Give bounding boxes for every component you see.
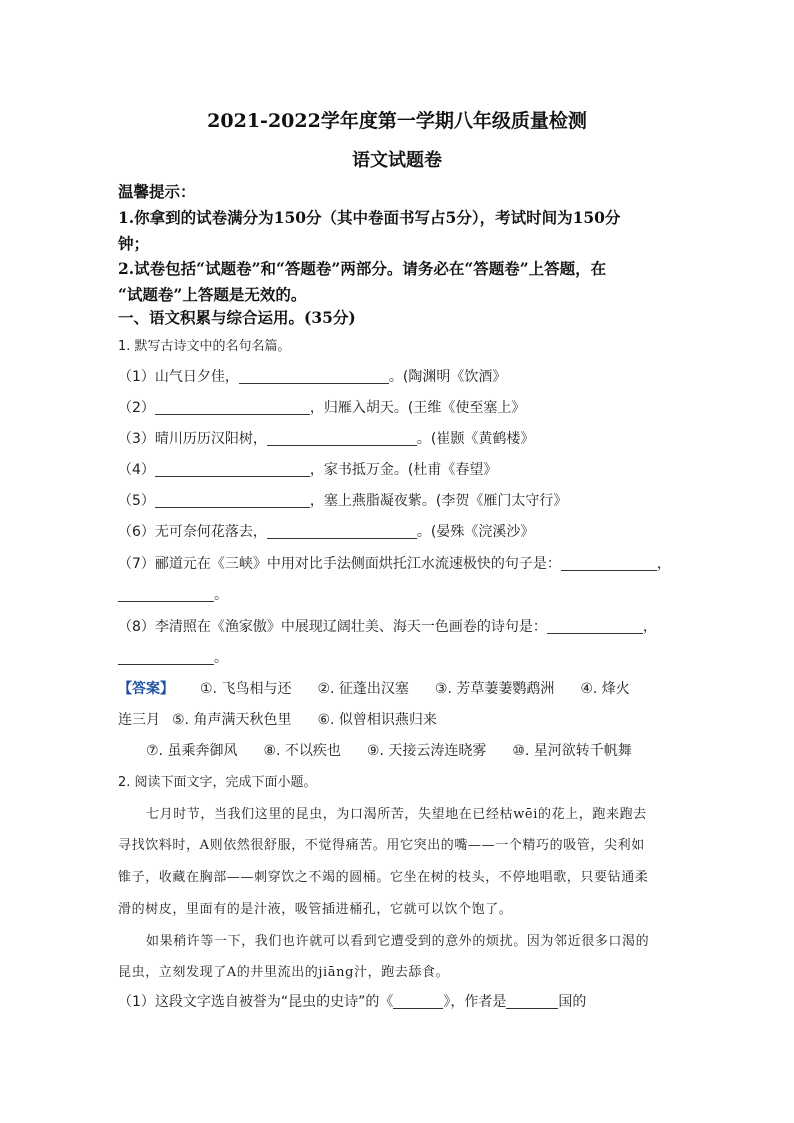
answer-4-part-1: ④. 烽火: [580, 681, 630, 697]
answer-blank[interactable]: [267, 524, 417, 539]
q1-item-8-line-2: 。: [118, 647, 228, 667]
answer-blank[interactable]: [155, 400, 310, 415]
tip-1-line-2: 钟；: [118, 234, 150, 253]
question-1-stem: 1. 默写古诗文中的名句名篇。: [118, 339, 291, 354]
answer-5: ⑤. 角声满天秋色里: [172, 712, 292, 728]
answer-tag: 【答案】: [118, 681, 174, 697]
q2-sub-1: （1）这段文字选自被誉为“昆虫的史诗”的《 》，作者是 国的: [118, 994, 587, 1010]
answer-line-3: [146, 740, 632, 760]
answer-6: ⑥. 似曾相识燕归来: [317, 712, 437, 728]
answer-7: ⑦. 虽乘奔御风: [146, 743, 238, 759]
tips-heading: 温馨提示：: [118, 182, 196, 201]
passage-2-line-1: 如果稍许等一下，我们也许就可以看到它遭受到的意外的烦扰。因为邻近很多口渴的: [146, 934, 650, 949]
answer-8: ⑧. 不以疾也: [263, 743, 341, 759]
q1-item-7-line-2: 。: [118, 584, 228, 604]
answer-blank[interactable]: [547, 619, 643, 634]
q1-item-7-line-1: （7）郦道元在《三峡》中用对比手法侧面烘托江水流速极快的句子是： ，: [118, 556, 671, 572]
answer-blank[interactable]: [118, 650, 214, 665]
q1-item-6: （6）无可奈何花落去， 。(晏殊《浣溪沙》: [118, 524, 535, 540]
answer-blank[interactable]: [506, 994, 558, 1009]
answer-2: ②. 征蓬出汉塞: [317, 681, 409, 697]
question-2-stem: 2. 阅读下面文字，完成下面小题。: [118, 775, 317, 790]
answer-blank[interactable]: [267, 431, 417, 446]
answer-blank[interactable]: [239, 369, 389, 384]
section-1-heading: 一、语文积累与综合运用。(35分): [118, 308, 356, 327]
answer-1: ①. 飞鸟相与还: [200, 681, 292, 697]
answer-10: ⑩. 星河欲转千帆舞: [512, 743, 632, 759]
answer-3: ③. 芳草萋萋鹦鹉洲: [434, 681, 555, 697]
answer-blank[interactable]: [155, 462, 310, 477]
passage-1-line-2: 寻找饮料时，A则依然很舒服，不觉得痛苦。用它突出的嘴——一个精巧的吸管，尖利如: [118, 838, 645, 853]
answer-blank[interactable]: [561, 556, 657, 571]
answer-line-2: [118, 709, 437, 729]
answer-9: ⑨. 天接云涛连晓雾: [366, 743, 487, 759]
exam-title: 2021-2022学年度第一学期八年级质量检测: [207, 110, 587, 132]
tip-2-line-2: “试题卷”上答题是无效的。: [118, 285, 307, 304]
q1-item-4: （4） ，家书抵万金。(杜甫《春望》: [118, 462, 498, 478]
q1-item-3: （3）晴川历历汉阳树， 。(崔颢《黄鹤楼》: [118, 431, 535, 447]
tip-2-line-1: 2.试卷包括“试题卷”和“答题卷”两部分。请务必在“答题卷”上答题，在: [118, 259, 607, 278]
passage-1-line-3: 锥子，收藏在胸部——刺穿饮之不竭的圆桶。它坐在树的枝头，不停地唱歌，只要钻通柔: [118, 870, 649, 885]
answer-blank[interactable]: [155, 493, 310, 508]
passage-2-line-2: 昆虫，立刻发现了A的井里流出的jiāng汁，跑去舔食。: [118, 965, 450, 980]
tip-1-line-1: 1.你拿到的试卷满分为150分（其中卷面书写占5分），考试时间为150分: [118, 208, 621, 227]
q1-item-8-line-1: （8）李清照在《渔家傲》中展现辽阔壮美、海天一色画卷的诗句是： ，: [118, 619, 657, 635]
answer-line-1: [118, 678, 630, 698]
answer-blank[interactable]: [393, 994, 443, 1009]
exam-subtitle: 语文试题卷: [352, 150, 442, 171]
answer-4-part-2: 连三月: [118, 712, 160, 728]
passage-1-line-1: 七月时节，当我们这里的昆虫，为口渴所苦，失望地在已经枯wēi的花上，跑来跑去: [146, 807, 647, 822]
q1-item-1: （1）山气日夕佳， 。(陶渊明《饮酒》: [118, 369, 507, 385]
q1-item-2: （2） ，归雁入胡天。(王维《使至塞上》: [118, 400, 526, 416]
passage-1-line-4: 滑的树皮，里面有的是汁液，吸管插进桶孔，它就可以饮个饱了。: [118, 902, 513, 917]
q1-item-5: （5） ，塞上燕脂凝夜紫。(李贺《雁门太守行》: [118, 493, 568, 509]
answer-blank[interactable]: [118, 587, 214, 602]
